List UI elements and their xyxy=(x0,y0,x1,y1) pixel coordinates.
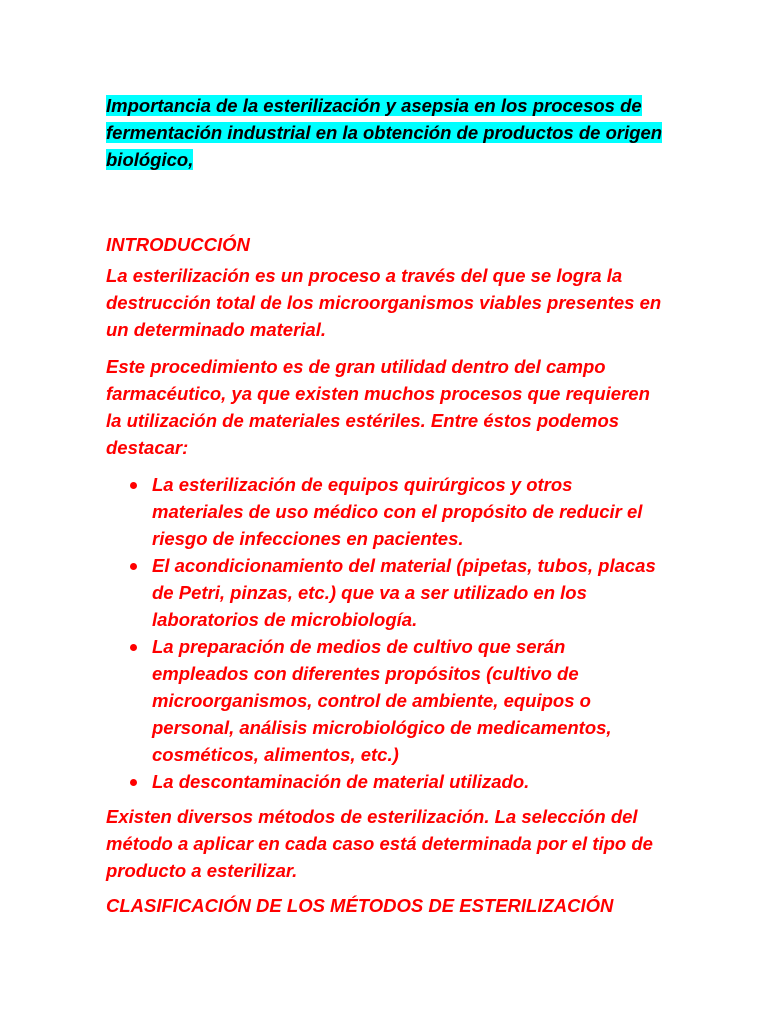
classification-heading: CLASIFICACIÓN DE LOS MÉTODOS DE ESTERILIZACIÓN xyxy=(106,895,614,916)
intro-paragraph-2: Este procedimiento es de gran utilidad dentro del campo farmacéutico, ya que existen muchos procesos que requieren la utilización de materiales estériles. Entre éstos podemos destacar: xyxy=(106,356,650,458)
document-title xyxy=(106,92,666,173)
bullet-icon xyxy=(130,563,137,570)
title-line-1: Importancia de la esterilización y asepsia en los procesos de xyxy=(106,95,642,116)
bullet-text: La preparación de medios de cultivo que serán empleados con diferentes propósitos (cultivo de microorganismos, control de ambiente, equipos o personal, análisis microbiológico de medicamentos, cosméticos, alimentos, etc.) xyxy=(152,636,612,765)
bullet-item xyxy=(106,471,666,552)
bullet-icon xyxy=(130,779,137,786)
intro-paragraph-1: La esterilización es un proceso a través del que se logra la destrucción total de los microorganismos viables presentes en un determinado material. xyxy=(106,265,662,340)
bullet-icon xyxy=(130,482,137,489)
bullet-text: La descontaminación de material utilizado. xyxy=(152,771,530,792)
bullet-item xyxy=(106,768,666,795)
bullet-item xyxy=(106,633,666,768)
introduction-heading: INTRODUCCIÓN xyxy=(106,234,250,255)
uses-bullet-list xyxy=(106,471,666,795)
bullet-text: La esterilización de equipos quirúrgicos y otros materiales de uso médico con el propósito de reducir el riesgo de infecciones en pacientes. xyxy=(152,474,643,549)
title-line-2: fermentación industrial en la obtención de productos de origen xyxy=(106,122,663,143)
bullet-item xyxy=(106,552,666,633)
document-content xyxy=(106,92,666,919)
bullet-icon xyxy=(130,644,137,651)
bullet-text: El acondicionamiento del material (pipetas, tubos, placas de Petri, pinzas, etc.) que va a ser utilizado en los laboratorios de microbiología. xyxy=(152,555,656,630)
methods-paragraph: Existen diversos métodos de esterilización. La selección del método a aplicar en cada caso está determinada por el tipo de producto a esterilizar. xyxy=(106,806,653,881)
title-line-3: biológico, xyxy=(106,149,194,170)
